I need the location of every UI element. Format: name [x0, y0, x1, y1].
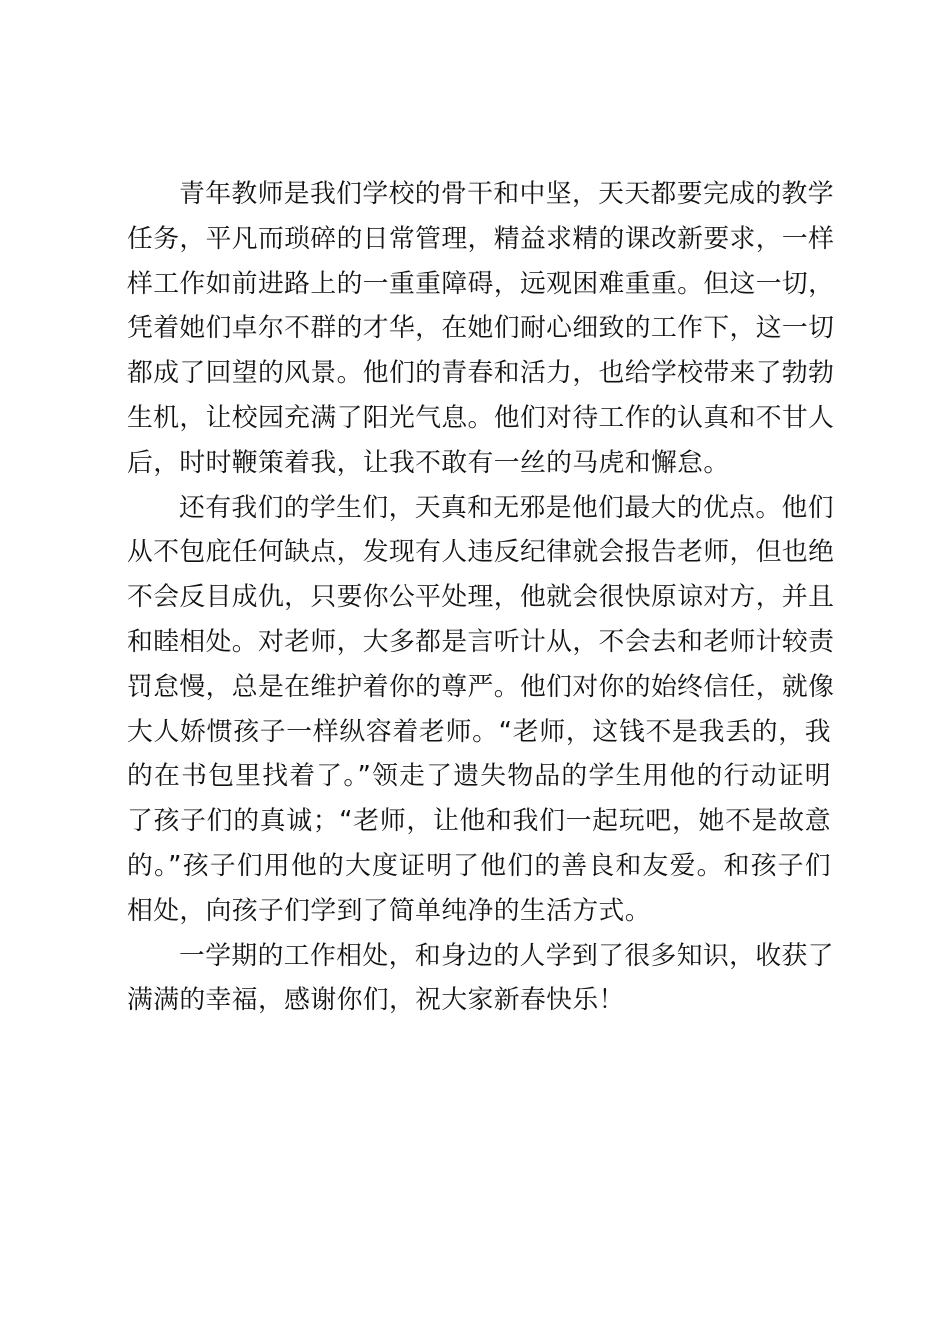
paragraph-2	[127, 486, 835, 934]
paragraph-line: 不会反目成仇，只要你公平处理，他就会很快原谅对方，并且	[127, 582, 835, 613]
paragraph-line: 的在书包里找着了。”领走了遗失物品的学生用他的行动证明	[127, 761, 831, 792]
paragraph-line: 和睦相处。对老师，大多都是言听计从，不会去和老师计较责	[127, 626, 835, 657]
paragraph-line: 样工作如前进路上的一重重障碍，远观困难重重。但这一切，	[127, 268, 835, 299]
paragraph-line: 一学期的工作相处，和身边的人学到了很多知识，收获了	[179, 940, 834, 971]
paragraph-line: 还有我们的学生们，天真和无邪是他们最大的优点。他们	[179, 492, 834, 523]
paragraph-line: 从不包庇任何缺点，发现有人违反纪律就会报告老师，但也绝	[127, 537, 835, 568]
paragraph-line: 相处，向孩子们学到了简单纯净的生活方式。	[127, 895, 651, 926]
paragraph-line: 任务，平凡而琐碎的日常管理，精益求精的课改新要求，一样	[127, 223, 835, 254]
paragraph-line: 生机，让校园充满了阳光气息。他们对待工作的认真和不甘人	[127, 402, 835, 433]
paragraph-line: 满满的幸福，感谢你们，祝大家新春快乐！	[127, 985, 625, 1016]
paragraph-line: 大人娇惯孩子一样纵容着老师。“老师，这钱不是我丢的，我	[127, 716, 831, 747]
paragraph-line: 后，时时鞭策着我，让我不敢有一丝的马虎和懈怠。	[127, 447, 730, 478]
paragraph-3	[127, 934, 834, 1024]
document-page	[127, 172, 835, 1023]
paragraph-line: 凭着她们卓尔不群的才华，在她们耐心细致的工作下，这一切	[127, 313, 835, 344]
paragraph-line: 青年教师是我们学校的骨干和中坚，天天都要完成的教学	[179, 179, 834, 209]
paragraph-line: 都成了回望的风景。他们的青春和活力，也给学校带来了勃勃	[127, 358, 835, 389]
paragraph-line: 罚怠慢，总是在维护着你的尊严。他们对你的始终信任，就像	[127, 671, 835, 702]
paragraph-1	[127, 172, 835, 486]
paragraph-line: 的。”孩子们用他的大度证明了他们的善良和友爱。和孩子们	[127, 850, 831, 881]
paragraph-line: 了孩子们的真诚；“老师，让他和我们一起玩吧，她不是故意	[127, 806, 831, 837]
